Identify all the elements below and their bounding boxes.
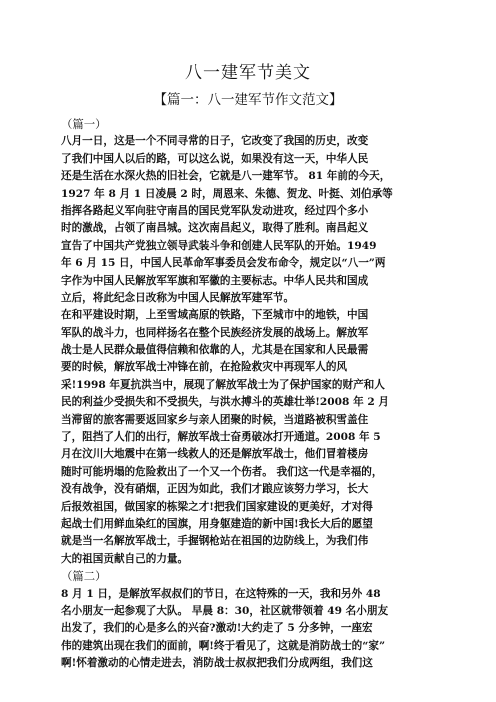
- text-line: 了我们中国人以后的路，可以这么说，如果没有这一天，中华人民: [61, 152, 369, 165]
- text-line: 1927 年 8 月 1 日凌晨 2 时，周恩来、朱德、贺龙、叶挺、刘伯承等: [61, 187, 393, 200]
- text-line: 军队的战斗力，也同样扬名在整个民族经济发展的战场上。解放军: [61, 326, 369, 339]
- document-subtitle: 【篇一：八一建军节作文范文】: [153, 92, 343, 108]
- text-line: 就是当一名解放军战士，手握钢枪站在祖国的边防线上，为我们伟: [61, 535, 369, 548]
- text-line: 大的祖国贡献自己的力量。: [61, 552, 189, 565]
- text-line: 后报效祖国，做国家的栋梁之才!把我们国家建设的更美好，才对得: [61, 500, 373, 513]
- text-line: 起战士们用鲜血染红的国旗，用身躯建造的新中国!我长大后的愿望: [61, 517, 373, 530]
- text-line: 要的时候，解放军战士冲锋在前，在抢险救灾中再现军人的风: [61, 361, 348, 374]
- text-line: 民的利益少受损失和不受损失，与洪水搏斗的英雄壮举!2008 年 2 月: [61, 396, 390, 409]
- text-line: 出发了，我们的心是多么的兴奋?激动!大约走了 5 分多钟，一座宏: [61, 622, 373, 635]
- document-body: [61, 116, 481, 673]
- text-line: 没有战争，没有硝烟，正因为如此，我们才踉应该努力学习，长大: [61, 483, 369, 496]
- text-line: 指挥各路起义军向驻守南昌的国民党军队发动进攻，经过四个多小: [61, 204, 369, 217]
- text-line: 战士是人民群众最值得信赖和依靠的人，尤其是在国家和人民最需: [61, 344, 369, 357]
- text-line: 宣告了中国共产党独立领导武装斗争和创建人民军队的开始。1949: [61, 239, 377, 252]
- text-line: 当滞留的旅客需要返回家乡与亲人团聚的时候，当道路被积雪盖住: [61, 413, 369, 426]
- section-heading: （篇二）: [61, 569, 107, 584]
- text-line: 随时可能坍塌的危险救出了一个又一个伤者。 我们这一代是幸福的，: [61, 465, 383, 478]
- section-heading: （篇一）: [61, 117, 107, 131]
- text-line: 还是生活在水深火热的旧社会，它就是八一建军节。 81 年前的今天，: [61, 170, 391, 183]
- text-line: 八月一日，这是一个不同寻常的日子，它改变了我国的历史，改变: [61, 135, 369, 148]
- text-line: 年 6 月 15 日，中国人民革命军事委员会发布命令，规定以“八一”两: [61, 257, 386, 270]
- text-line: 在和平建设时期，上至雪域高原的铁路，下至城市中的地铁，中国: [61, 309, 369, 322]
- text-line: 立后，将此纪念日改称为中国人民解放军建军节。: [61, 291, 295, 304]
- text-line: 名小朋友一起参观了大队。 早晨 8：30，社区就带领着 49 名小朋友: [61, 604, 389, 617]
- text-line: 了，阻挡了人们的出行，解放军战士奋勇破冰打开通道。2008 年 5: [61, 431, 381, 444]
- text-line: 伟的建筑出现在我们的面前，啊!终于看见了，这就是消防战士的“家”: [61, 639, 386, 652]
- text-line: 字作为中国人民解放军军旗和军徽的主要标志。中华人民共和国成: [61, 274, 369, 287]
- text-line: 啊!怀着激动的心情走进去，消防战士叔叔把我们分成两组，我们这: [61, 657, 373, 670]
- text-line: 8 月 1 日，是解放军叔叔们的节日，在这特殊的一天，我和另外 48: [61, 587, 381, 600]
- text-line: 采!1998 年夏抗洪当中，展现了解放军战士为了保护国家的财产和人: [61, 378, 385, 391]
- text-line: 时的激战，占领了南昌城。这次南昌起义，取得了胜利。南昌起义: [61, 222, 369, 235]
- text-line: 月在汶川大地震中在第一线救人的还是解放军战士，他们冒着楼房: [61, 448, 369, 461]
- document-title: 八一建军节美文: [185, 63, 311, 83]
